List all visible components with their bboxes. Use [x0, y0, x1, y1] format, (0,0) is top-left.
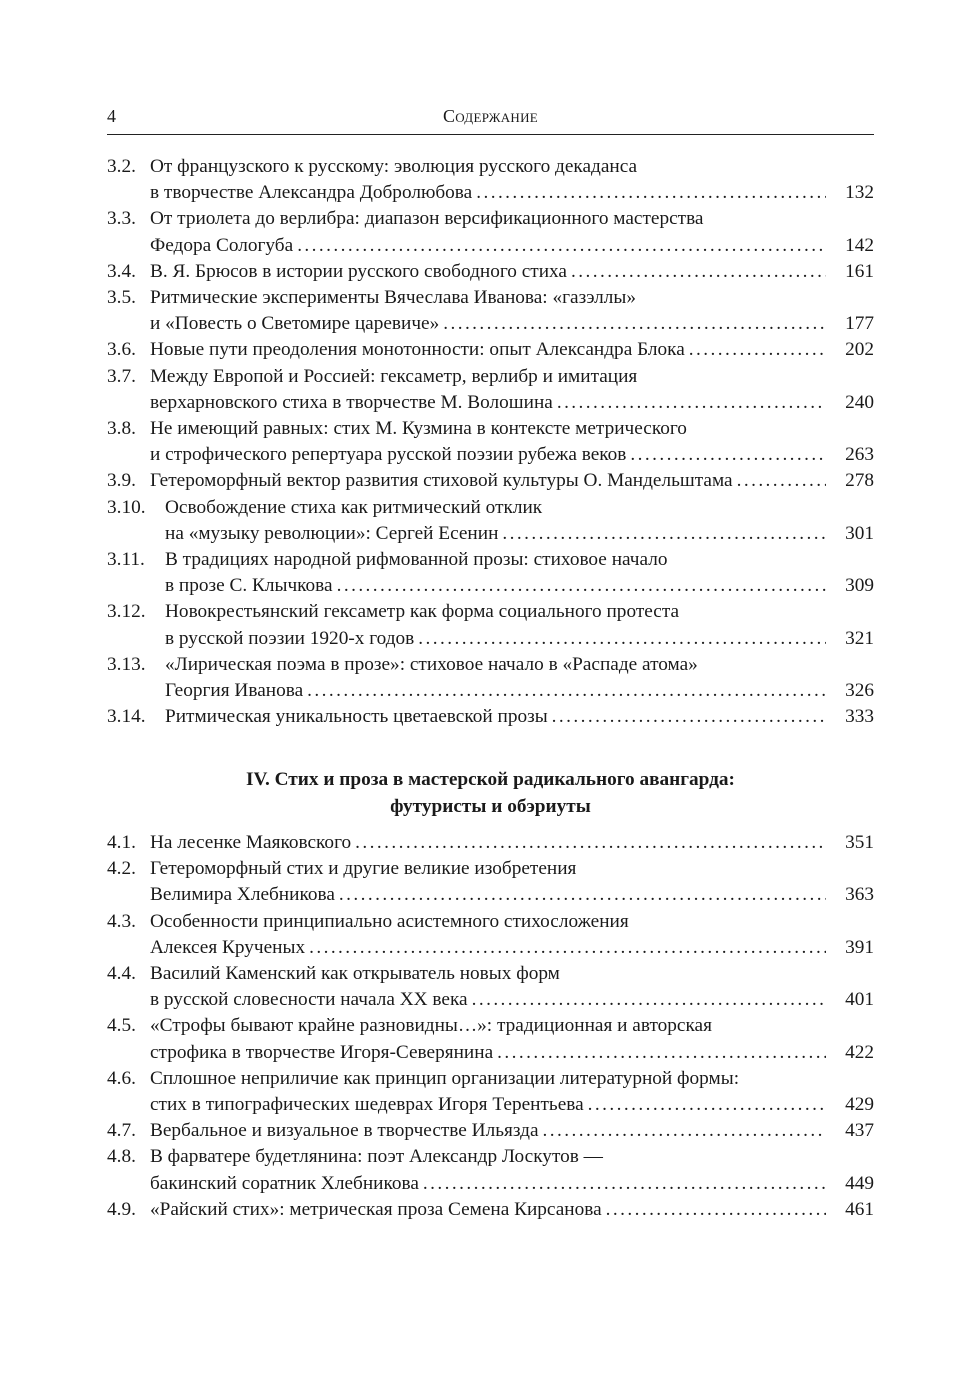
entry-body [150, 1144, 874, 1196]
dot-leader [351, 830, 826, 856]
section-iv-title-line1: IV. Стих и проза в мастерской радикального авангарда: [246, 769, 735, 790]
entry-body [150, 1013, 874, 1065]
entry-leader-line [150, 1040, 874, 1066]
entry-body [150, 206, 874, 258]
entry-title-line: Ритмическая уникальность цветаевской прозы [165, 706, 548, 728]
entry-title-line: в русской поэзии 1920-х годов [165, 627, 415, 649]
entry-body [150, 856, 874, 908]
entry-title-line: на «музыку революции»: Сергей Есенин [165, 522, 499, 544]
running-title: Содержание [442, 106, 539, 126]
entry-page-number: 278 [845, 470, 874, 492]
dot-leader [602, 1197, 826, 1223]
entry-page-number: 177 [845, 313, 874, 335]
toc-entry[interactable] [107, 909, 874, 961]
entry-leader-line [150, 233, 874, 259]
entry-page-number: 363 [845, 884, 874, 906]
entry-title-line: Новые пути преодоления монотонности: опыт Александра Блока [150, 339, 685, 361]
entry-number: 3.6. [107, 339, 136, 361]
entry-title-line: стих в типографических шедеврах Игоря Терентьева [150, 1094, 584, 1116]
entry-title-line: Георгия Иванова [165, 680, 304, 702]
entry-number: 4.2. [107, 858, 136, 880]
entry-page-number: 202 [845, 339, 874, 361]
toc-entry[interactable] [107, 337, 874, 363]
entry-page-number: 351 [845, 832, 874, 853]
entry-number: 3.10. [107, 496, 146, 518]
entry-number: 3.4. [107, 260, 136, 282]
entry-leader-line [150, 830, 874, 856]
entry-body [150, 154, 874, 206]
entry-leader-line [150, 935, 874, 961]
entry-leader-line [150, 337, 874, 363]
entry-number: 4.9. [107, 1198, 136, 1220]
dot-leader [335, 882, 826, 908]
entry-title-line: в русской словесности начала XX века [150, 989, 468, 1011]
dot-leader [539, 1118, 826, 1144]
entry-title-line: в прозе С. Клычкова [165, 575, 333, 597]
toc-entry[interactable] [107, 599, 874, 651]
entry-page-number: 326 [845, 680, 874, 702]
entry-title-line: в творчестве Александра Добролюбова [150, 182, 473, 204]
entry-page-number: 437 [845, 1120, 874, 1142]
entry-title-line: «Лирическая поэма в прозе»: стиховое начало в «Распаде атома» [165, 653, 698, 675]
entry-body [150, 961, 874, 1013]
entry-page-number: 301 [845, 522, 874, 544]
entry-leader-line [165, 521, 874, 547]
entry-title-line: В традициях народной рифмованной прозы: стиховое начало [165, 549, 668, 571]
entry-body [165, 495, 874, 547]
dot-leader [333, 573, 826, 599]
toc-entry[interactable] [107, 961, 874, 1013]
entry-title-line: верхарновского стиха в творчестве М. Волошина [150, 391, 553, 413]
entry-number: 3.5. [107, 287, 136, 309]
toc-entry[interactable] [107, 285, 874, 337]
entry-title-line: В фарватере будетлянина: поэт Александр Лоскутов — [150, 1146, 603, 1168]
entry-title-line: Алексея Крученых [150, 936, 306, 958]
entry-title-line: Ритмические эксперименты Вячеслава Иванова: «газэллы» [150, 287, 636, 309]
entry-number: 4.5. [107, 1015, 136, 1037]
entry-title-line: Новокрестьянский гексаметр как форма социального протеста [165, 601, 680, 623]
entry-leader-line [150, 987, 874, 1013]
running-header [107, 104, 874, 128]
entry-title-line: Сплошное неприличие как принцип организации литературной формы: [150, 1067, 740, 1089]
entry-title-line: строфика в творчестве Игоря-Северянина [150, 1041, 494, 1063]
entry-body [150, 337, 874, 363]
toc-entry[interactable] [107, 652, 874, 704]
entry-title-line: Федора Сологуба [150, 234, 294, 256]
entry-title-line: Василий Каменский как открыватель новых форм [150, 963, 560, 985]
entry-number: 3.2. [107, 156, 136, 177]
entry-page-number: 321 [845, 627, 874, 649]
entry-number: 3.3. [107, 208, 136, 230]
section-iv-title [107, 766, 874, 820]
entry-leader-line [150, 1171, 874, 1197]
dot-leader [733, 468, 826, 494]
entry-leader-line [150, 468, 874, 494]
section-iv-title-line2: футуристы и обэриуты [390, 796, 591, 817]
entry-title-line: На лесенке Маяковского [150, 832, 352, 853]
dot-leader [567, 259, 826, 285]
entry-page-number: 461 [845, 1198, 874, 1220]
toc-entry[interactable] [107, 206, 874, 258]
entry-number: 3.12. [107, 601, 146, 623]
entry-body [150, 1066, 874, 1118]
entry-body [150, 1118, 874, 1144]
entry-body [165, 599, 874, 651]
entry-body [150, 1197, 874, 1223]
entry-number: 4.3. [107, 910, 136, 932]
entry-title-line: «Строфы бывают крайне разновидны…»: традиционная и авторская [150, 1015, 712, 1037]
entry-leader-line [150, 311, 874, 337]
entry-title-line: Между Европой и Россией: гексаметр, верлибр и имитация [150, 365, 638, 387]
entry-title-line: Не имеющий равных: стих М. Кузмина в контексте метрического [150, 418, 687, 440]
entry-page-number: 391 [845, 936, 874, 958]
dot-leader [303, 678, 826, 704]
entry-page-number: 161 [845, 260, 874, 282]
entry-number: 4.4. [107, 963, 136, 985]
entry-leader-line [150, 1092, 874, 1118]
toc-entry[interactable] [107, 495, 874, 547]
dot-leader [584, 1092, 826, 1118]
toc-entry[interactable] [107, 1197, 874, 1223]
dot-leader [472, 180, 826, 206]
entry-number: 3.7. [107, 365, 136, 387]
entry-title-line: От французского к русскому: эволюция русского декаданса [150, 156, 638, 177]
dot-leader [548, 704, 826, 730]
entry-title-line: От триолета до верлибра: диапазон версификационного мастерства [150, 208, 704, 230]
entry-page-number: 132 [845, 182, 874, 204]
toc-entry[interactable] [107, 704, 874, 730]
entry-page-number: 240 [845, 391, 874, 413]
entry-body [165, 547, 874, 599]
dot-leader [685, 337, 826, 363]
entry-page-number: 429 [845, 1094, 874, 1116]
toc-entry[interactable] [107, 154, 874, 206]
dot-leader [439, 311, 826, 337]
dot-leader [293, 233, 826, 259]
entry-body [150, 830, 874, 856]
entry-title-line: Особенности принципиально асистемного стихосложения [150, 910, 629, 932]
entry-body [150, 416, 874, 468]
entry-title-line: Вербальное и визуальное в творчестве Ильязда [150, 1120, 539, 1142]
toc-entry[interactable] [107, 547, 874, 599]
entry-body [150, 909, 874, 961]
entry-title-line: и «Повесть о Светомире царевиче» [150, 313, 440, 335]
entry-page-number: 422 [845, 1041, 874, 1063]
entry-title-line: и строфического репертуара русской поэзии рубежа веков [150, 444, 627, 466]
entry-body [150, 364, 874, 416]
toc-entry[interactable] [107, 830, 874, 856]
entry-page-number: 333 [845, 706, 874, 728]
entry-number: 4.8. [107, 1146, 136, 1168]
dot-leader [553, 390, 826, 416]
toc-entry[interactable] [107, 468, 874, 494]
entry-title-line: бакинский соратник Хлебникова [150, 1172, 419, 1194]
entry-leader-line [150, 259, 874, 285]
dot-leader [468, 987, 826, 1013]
entry-leader-line [150, 442, 874, 468]
entry-leader-line [150, 180, 874, 206]
entry-number: 3.9. [107, 470, 136, 492]
toc-entry[interactable] [107, 416, 874, 468]
entry-page-number: 263 [845, 444, 874, 466]
toc-section-iii [107, 154, 874, 730]
entry-number: 3.8. [107, 418, 136, 440]
dot-leader [626, 442, 826, 468]
toc-entry[interactable] [107, 1013, 874, 1065]
entry-body [165, 652, 874, 704]
entry-body [150, 259, 874, 285]
toc-entry[interactable] [107, 259, 874, 285]
entry-leader-line [165, 573, 874, 599]
page-number: 4 [107, 106, 116, 126]
entry-page-number: 309 [845, 575, 874, 597]
toc-entry[interactable] [107, 1118, 874, 1144]
entry-body [150, 468, 874, 494]
dot-leader [498, 521, 826, 547]
entry-number: 4.7. [107, 1120, 136, 1142]
dot-leader [493, 1040, 826, 1066]
toc-entry[interactable] [107, 1144, 874, 1196]
entry-leader-line [150, 1118, 874, 1144]
entry-leader-line [150, 882, 874, 908]
entry-number: 4.6. [107, 1067, 136, 1089]
entry-number: 3.14. [107, 706, 146, 728]
entry-title-line: В. Я. Брюсов в истории русского свободного стиха [150, 260, 567, 282]
entry-page-number: 449 [845, 1172, 874, 1194]
entry-page-number: 401 [845, 989, 874, 1011]
header-rule [107, 134, 874, 135]
dot-leader [419, 1171, 826, 1197]
toc-entry[interactable] [107, 856, 874, 908]
entry-title-line: «Райский стих»: метрическая проза Семена Кирсанова [150, 1198, 602, 1220]
entry-number: 4.1. [107, 832, 136, 853]
entry-leader-line [165, 704, 874, 730]
entry-leader-line [150, 1197, 874, 1223]
toc-entry[interactable] [107, 364, 874, 416]
entry-title-line: Велимира Хлебникова [150, 884, 335, 906]
toc-entry[interactable] [107, 1066, 874, 1118]
entry-number: 3.11. [107, 549, 145, 571]
entry-body [150, 285, 874, 337]
entry-leader-line [150, 390, 874, 416]
entry-number: 3.13. [107, 653, 146, 675]
entry-title-line: Гетероморфный вектор развития стиховой культуры О. Мандельштама [150, 470, 733, 492]
entry-title-line: Освобождение стиха как ритмический отклик [165, 496, 543, 518]
entry-leader-line [165, 678, 874, 704]
dot-leader [305, 935, 826, 961]
entry-leader-line [165, 626, 874, 652]
dot-leader [414, 626, 826, 652]
entry-title-line: Гетероморфный стих и другие великие изобретения [150, 858, 577, 880]
entry-page-number: 142 [845, 234, 874, 256]
entry-body [165, 704, 874, 730]
toc-section-iv [107, 830, 874, 1223]
